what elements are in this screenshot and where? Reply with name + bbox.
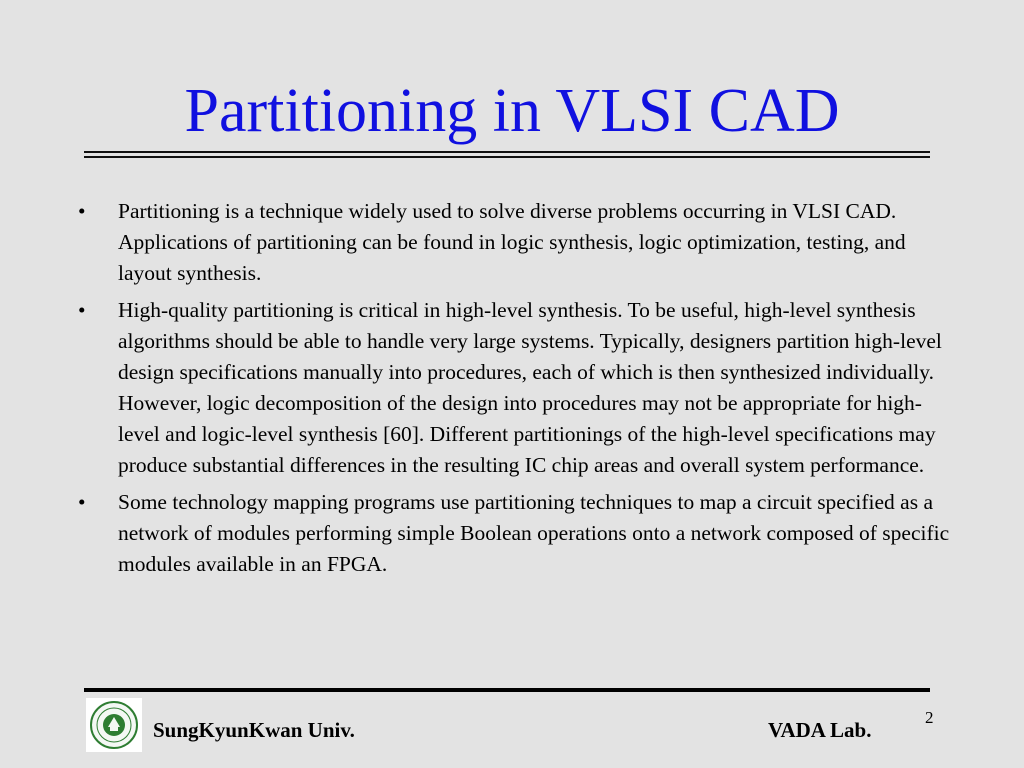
university-seal-icon <box>86 698 142 752</box>
bullet-text: Partitioning is a technique widely used to solve diverse problems occurring in VLSI CAD. Applications of partitioning can be found in logic synthesis, logic optimization, testing, and layout synthesis. <box>118 199 906 285</box>
bullet-marker: • <box>78 298 86 322</box>
bullet-list <box>78 196 958 586</box>
bullet-marker: • <box>78 199 86 223</box>
slide-title: Partitioning in VLSI CAD <box>184 77 840 145</box>
footer-divider <box>84 688 930 692</box>
footer-lab-name: VADA Lab. <box>768 718 872 742</box>
title-divider-bottom <box>84 156 930 158</box>
bullet-item <box>78 295 958 481</box>
bullet-text: High-quality partitioning is critical in high-level synthesis. To be useful, high-level synthesis algorithms should be able to handle very large systems. Typically, designers partition high-level design specifications manually into procedures, each of which is then synthesized individually. However, logic decomposition of the design into procedures may not be appropriate for high-level and logic-level synthesis [60]. Different partitionings of the high-level specifications may produce substantial differences in the resulting IC chip areas and overall system performance. <box>118 298 942 477</box>
bullet-marker: • <box>78 490 86 514</box>
bullet-item <box>78 487 958 580</box>
footer-university-name: SungKyunKwan Univ. <box>153 718 355 742</box>
bullet-text: Some technology mapping programs use partitioning techniques to map a circuit specified as a network of modules performing simple Boolean operations onto a network composed of specific modules available in an FPGA. <box>118 490 950 576</box>
bullet-item <box>78 196 958 289</box>
title-divider-top <box>84 151 930 153</box>
page-number: 2 <box>925 708 934 727</box>
